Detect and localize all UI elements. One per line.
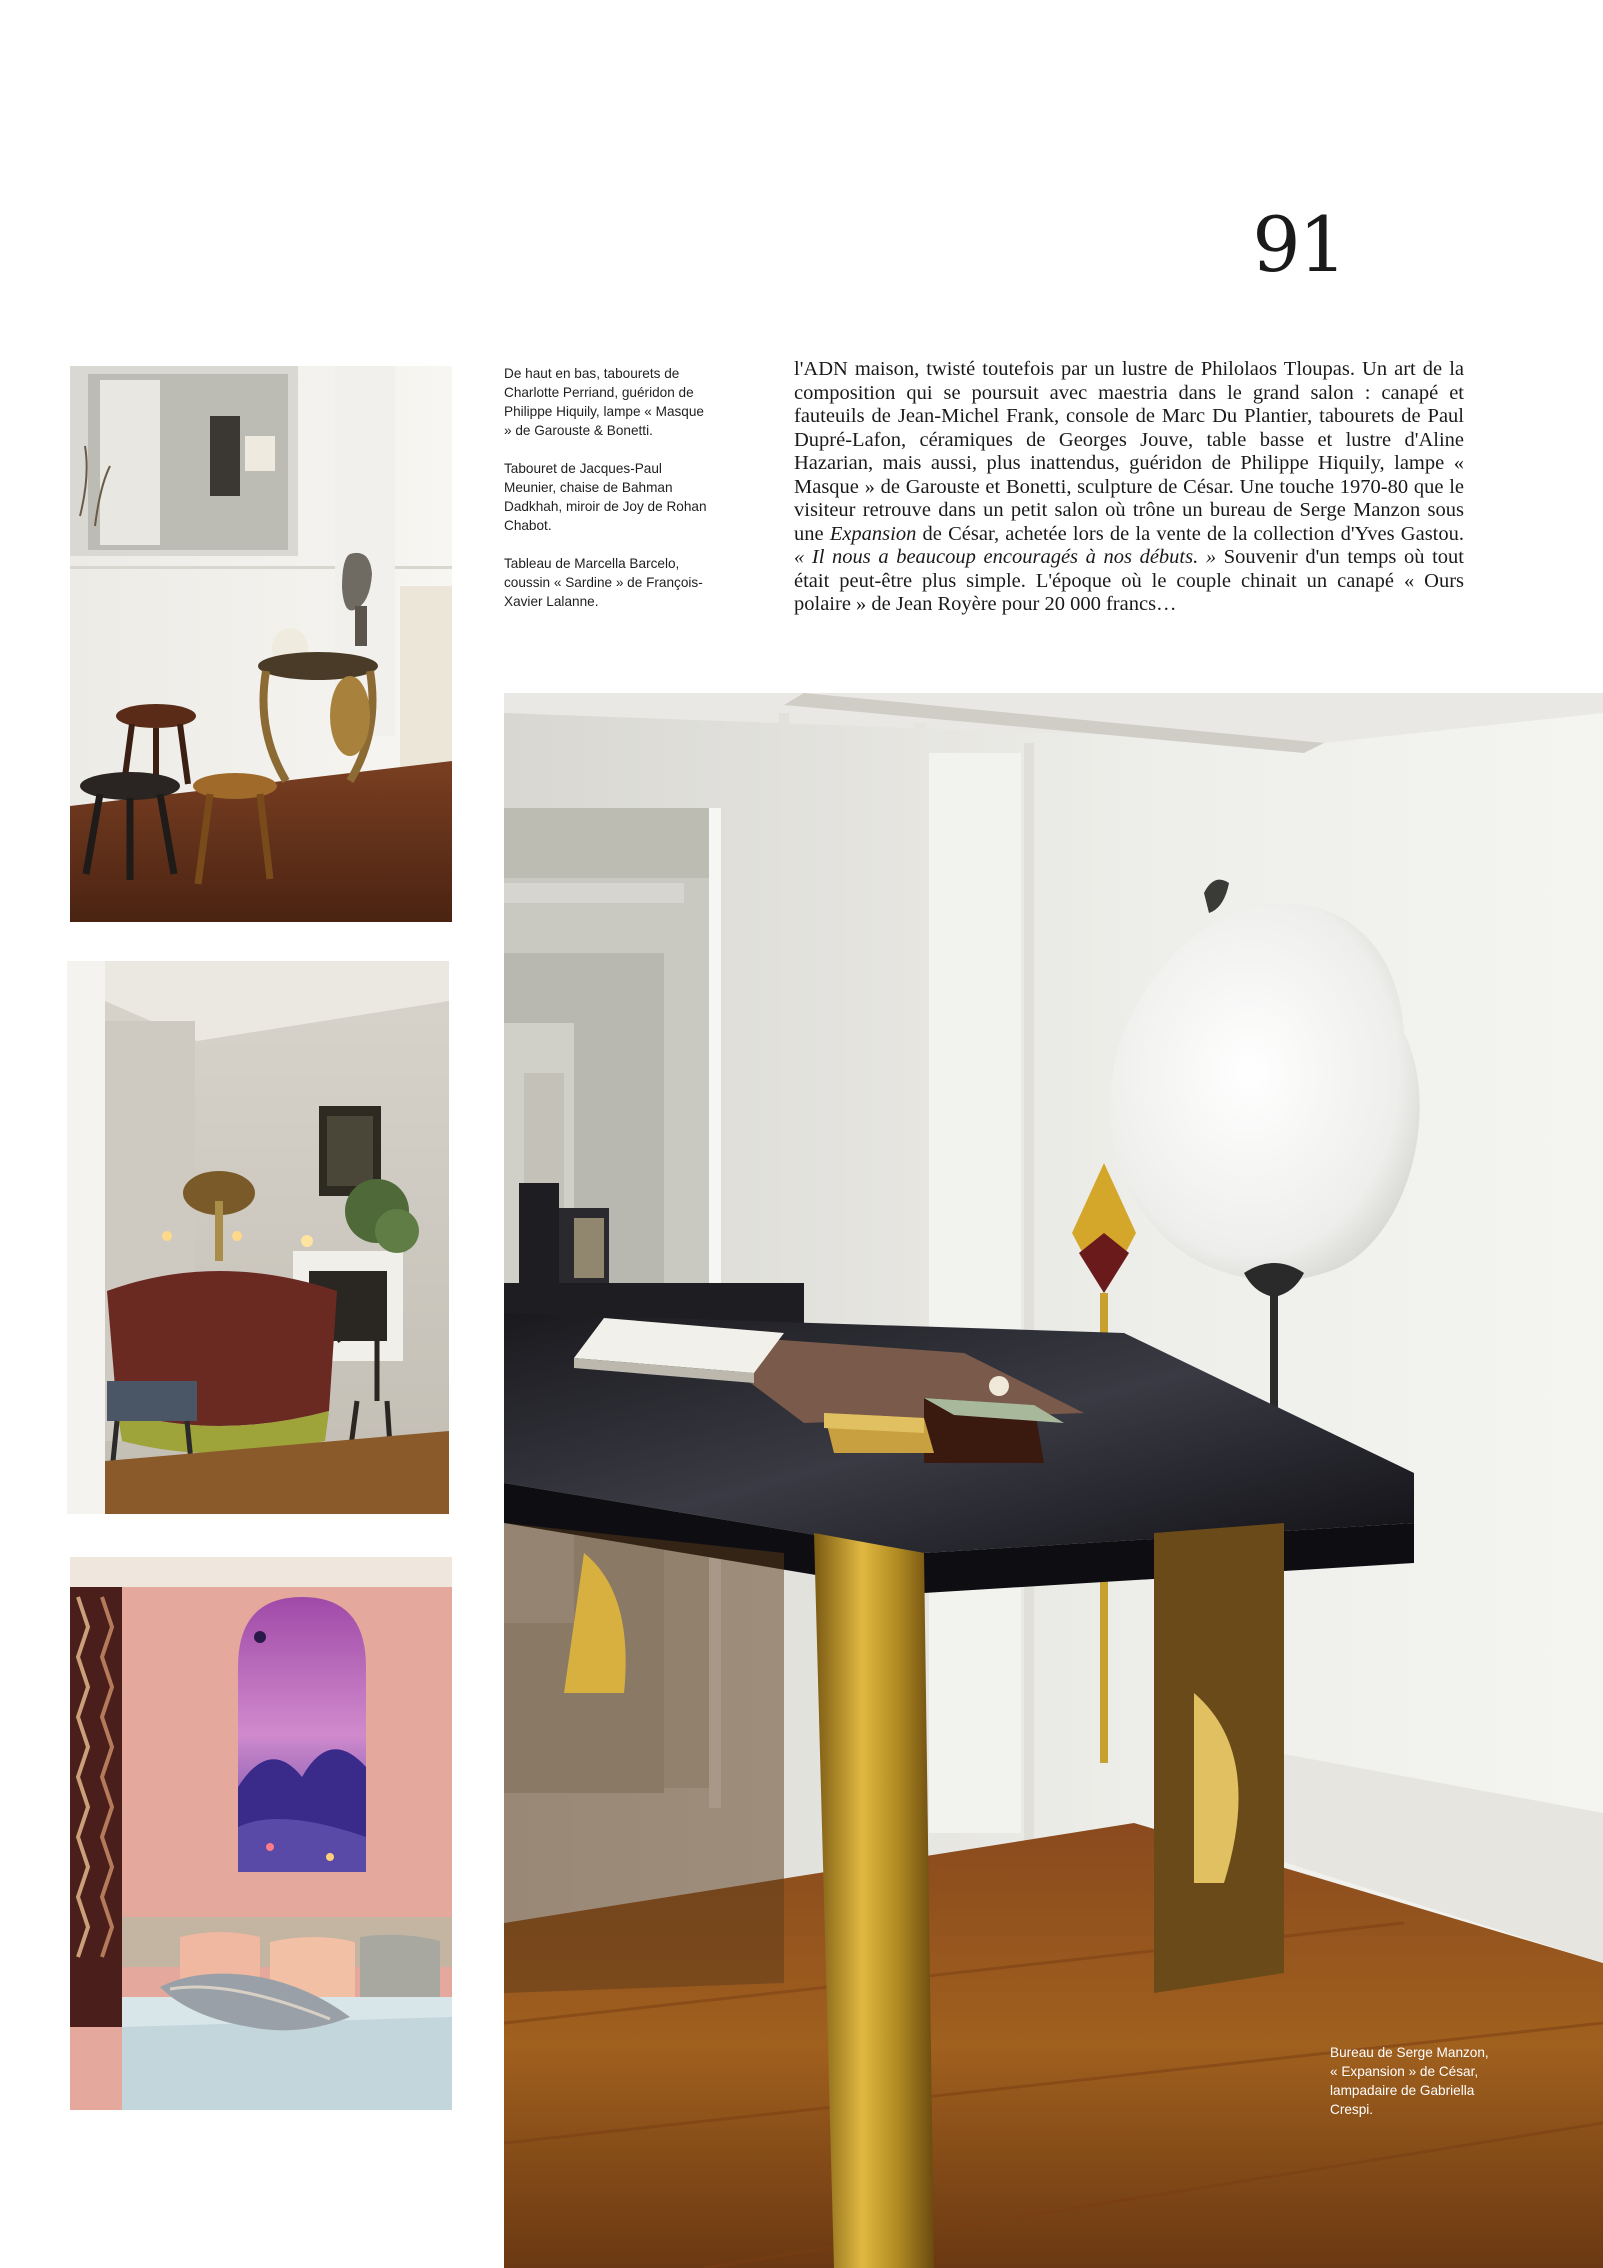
photo-manzon-desk [504, 693, 1603, 2268]
body-text-3: Souvenir d'un temps où tout était peut-être plus simple. L'époque où le couple chinait un canapé « Ours polaire » de Jean Royère pour 20 000 francs… [794, 546, 1465, 615]
caption-dining: Tabouret de Jacques-Paul Meunier, chaise de Bahman Dadkhah, miroir de Joy de Rohan Chabot. [504, 461, 707, 533]
body-emphasis-2: « Il nous a beaucoup encouragés à nos débuts. » [794, 546, 1217, 568]
photo-captions [504, 364, 714, 630]
article-body [794, 358, 1464, 617]
photo-dining-room [67, 961, 449, 1514]
caption-bedroom: Tableau de Marcella Barcelo, coussin « Sardine » de François-Xavier Lalanne. [504, 556, 703, 609]
body-emphasis-1: Expansion [829, 522, 917, 545]
caption-stools: De haut en bas, tabourets de Charlotte Perriand, guéridon de Philippe Hiquily, lampe « Masque » de Garouste & Bonetti. [504, 366, 704, 438]
body-text-2: de César, achetée lors de la vente de la collection d'Yves Gastou. [916, 522, 1464, 545]
main-photo-caption: Bureau de Serge Manzon, « Expansion » de César, lampadaire de Gabriella Crespi. [1330, 2045, 1489, 2117]
page-number: 91 [1252, 200, 1345, 289]
body-text-1: l'ADN maison, twisté toutefois par un lustre de Philolaos Tloupas. Un art de la composition qui se poursuit avec maestria dans le grand salon : canapé et fauteuils de Jean-Michel Frank, console de Marc Du Plantier, tabourets de Paul Dupré-Lafon, céramiques de Georges Jouve, table basse et lustre d'Aline Hazarian, mais aussi, plus inattendus, guéridon de Philippe Hiquily, lampe « Masque » de Garouste et Bonetti, sculpture de César. Une touche 1970-80 que le visiteur retrouve dans un petit salon où trône un bureau de Serge Manzon sous une [794, 358, 1464, 545]
photo-salon-stools [70, 366, 452, 922]
photo-pink-bedroom [70, 1557, 452, 2110]
